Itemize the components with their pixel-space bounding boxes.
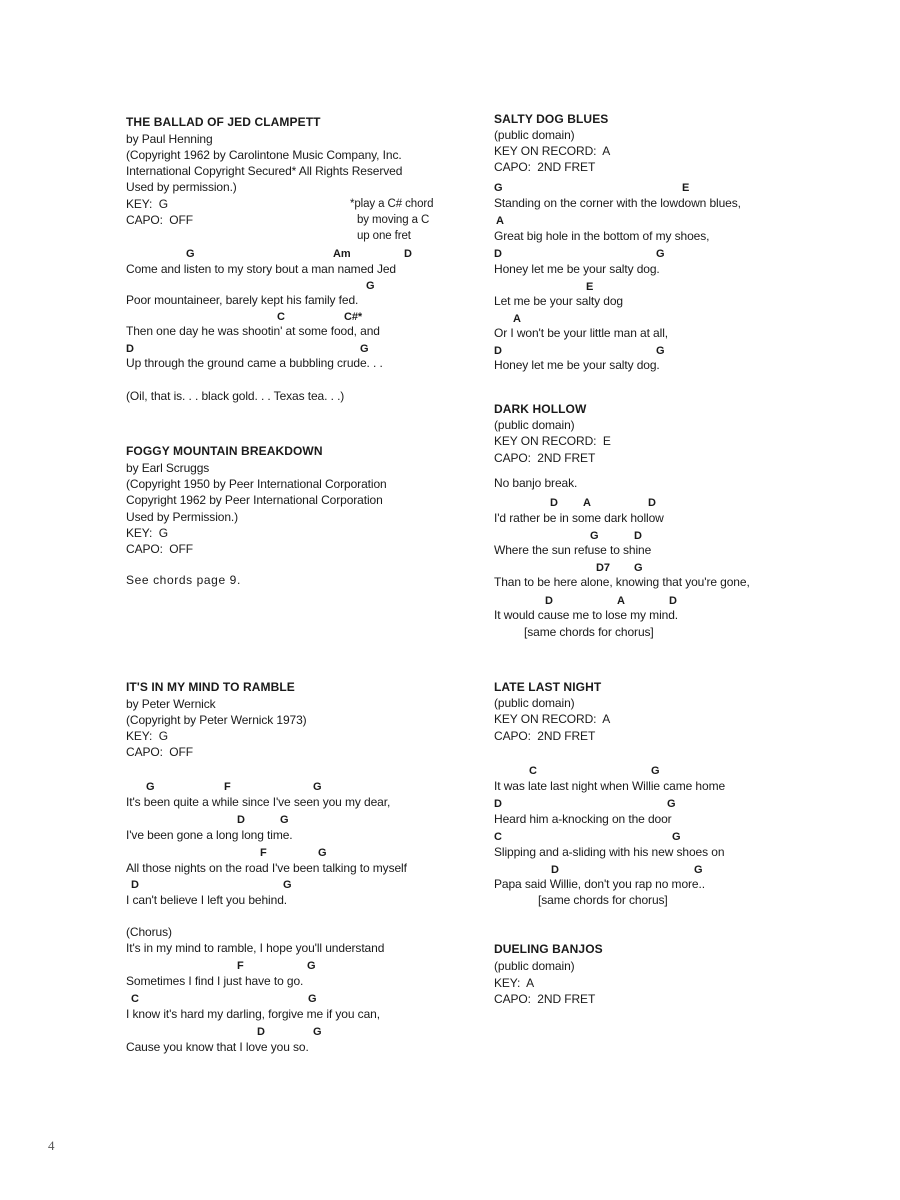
song-intro-note: No banjo break. [494,476,578,490]
lyric-line: All those nights on the road I've been talking to myself [126,861,407,875]
song-capo: CAPO: 2ND FRET [494,992,596,1006]
chord: D [126,343,134,355]
chord: D [669,595,677,607]
chord: F [224,781,231,793]
chord: Am [333,248,351,260]
song-key: KEY: G [126,729,168,743]
song-capo: CAPO: OFF [126,745,194,759]
chord: G [494,182,503,194]
chord: C [529,765,537,777]
song-author: by Peter Wernick [126,697,216,711]
lyric-line: Great big hole in the bottom of my shoes, [494,229,710,243]
song-title-late-last-night: LATE LAST NIGHT [494,680,602,694]
copyright-line: (Copyright by Peter Wernick 1973) [126,713,307,727]
lyric-line: I've been gone a long long time. [126,828,293,842]
lyric-line: Than to be here alone, knowing that you're gone, [494,575,750,589]
song-key: KEY ON RECORD: A [494,144,611,158]
chord: A [583,497,591,509]
lyric-line: I know it's hard my darling, forgive me if you can, [126,1007,380,1021]
chord: G [313,1026,322,1038]
chorus-note: [same chords for chorus] [538,893,668,907]
chord: G [366,280,375,292]
lyric-line: Come and listen to my story bout a man named Jed [126,262,397,276]
chord: G [307,960,316,972]
chord: G [283,879,292,891]
chord: A [513,313,521,325]
chord: G [634,562,643,574]
chord: G [186,248,195,260]
lyric-line: Up through the ground came a bubbling crude. . . [126,356,383,370]
song-capo: CAPO: 2ND FRET [494,160,596,174]
song-author: (public domain) [494,128,575,142]
chorus-note: [same chords for chorus] [524,625,654,639]
lyric-line: It would cause me to lose my mind. [494,608,679,622]
song-author: (public domain) [494,696,575,710]
chord: G [672,831,681,843]
lyric-line: Heard him a-knocking on the door [494,812,672,826]
chord: G [667,798,676,810]
copyright-line: Copyright 1962 by Peer International Corporation [126,493,383,507]
song-capo: CAPO: 2ND FRET [494,451,596,465]
song-title-dueling-banjos: DUELING BANJOS [494,942,603,956]
chord: D [404,248,412,260]
see-chords-note: See chords page 9. [126,573,241,587]
lyric-line: It's in my mind to ramble, I hope you'll understand [126,941,385,955]
chord: D [551,864,559,876]
chord: D [131,879,139,891]
song-key: KEY: G [126,526,168,540]
song-title-salty-dog: SALTY DOG BLUES [494,112,609,126]
chord: A [617,595,625,607]
chord: D [550,497,558,509]
chord: D7 [596,562,610,574]
chord: A [496,215,504,227]
copyright-line: Used by permission.) [126,180,237,194]
lyric-line: It's been quite a while since I've seen you my dear, [126,795,391,809]
chord: G [651,765,660,777]
lyric-aside: (Oil, that is. . . black gold. . . Texas tea. . .) [126,389,345,403]
chord: G [590,530,599,542]
song-title-ramble: IT'S IN MY MIND TO RAMBLE [126,680,295,694]
chord: G [146,781,155,793]
page-number: 4 [48,1138,55,1153]
chord: G [656,248,665,260]
lyric-line: Or I won't be your little man at all, [494,326,668,340]
chord: G [694,864,703,876]
song-author: by Earl Scruggs [126,461,210,475]
song-title-foggy-mountain: FOGGY MOUNTAIN BREAKDOWN [126,444,323,458]
lyric-line: I'd rather be in some dark hollow [494,511,664,525]
lyric-line: Papa said Willie, don't you rap no more.. [494,877,705,891]
chord-footnote: up one fret [357,230,411,242]
chord: G [308,993,317,1005]
chord: F [237,960,244,972]
song-key: KEY: A [494,976,534,990]
chord: G [280,814,289,826]
song-author: by Paul Henning [126,132,213,146]
chord: G [656,345,665,357]
song-capo: CAPO: OFF [126,213,194,227]
chorus-label: (Chorus) [126,925,172,939]
song-author: (public domain) [494,959,575,973]
chord: C [131,993,139,1005]
chord-footnote: *play a C# chord [350,198,434,210]
chord: D [494,798,502,810]
lyric-line: Honey let me be your salty dog. [494,262,660,276]
song-key: KEY: G [126,197,168,211]
chord: C [494,831,502,843]
chord: D [237,814,245,826]
chord: D [634,530,642,542]
chord: E [682,182,690,194]
lyric-line: It was late last night when Willie came home [494,779,726,793]
lyric-line: Let me be your salty dog [494,294,624,308]
copyright-line: (Copyright 1950 by Peer International Corporation [126,477,387,491]
lyric-line: Cause you know that I love you so. [126,1040,309,1054]
chord: G [313,781,322,793]
song-key: KEY ON RECORD: A [494,712,611,726]
chord: D [494,248,502,260]
lyric-line: Poor mountaineer, barely kept his family fed. [126,293,359,307]
chord: D [494,345,502,357]
lyric-line: Then one day he was shootin' at some food, and [126,324,380,338]
copyright-line: Used by Permission.) [126,510,239,524]
lyric-line: Standing on the corner with the lowdown blues, [494,196,741,210]
song-title-jed-clampett: THE BALLAD OF JED CLAMPETT [126,115,321,129]
song-author: (public domain) [494,418,575,432]
song-title-dark-hollow: DARK HOLLOW [494,402,587,416]
chord: E [586,281,594,293]
lyric-line: Slipping and a-sliding with his new shoes on [494,845,725,859]
song-key: KEY ON RECORD: E [494,434,611,448]
lyric-line: Honey let me be your salty dog. [494,358,660,372]
song-capo: CAPO: OFF [126,542,194,556]
copyright-line: (Copyright 1962 by Carolintone Music Company, Inc. [126,148,402,162]
lyric-line: Where the sun refuse to shine [494,543,652,557]
chord-footnote: by moving a C [357,214,430,226]
chord: D [257,1026,265,1038]
song-capo: CAPO: 2ND FRET [494,729,596,743]
chord: G [360,343,369,355]
lyric-line: I can't believe I left you behind. [126,893,287,907]
chord: G [318,847,327,859]
chord: D [648,497,656,509]
chord: D [545,595,553,607]
chord: C#* [344,311,363,323]
chord: F [260,847,267,859]
chord: C [277,311,285,323]
copyright-line: International Copyright Secured* All Rights Reserved [126,164,403,178]
lyric-line: Sometimes I find I just have to go. [126,974,304,988]
